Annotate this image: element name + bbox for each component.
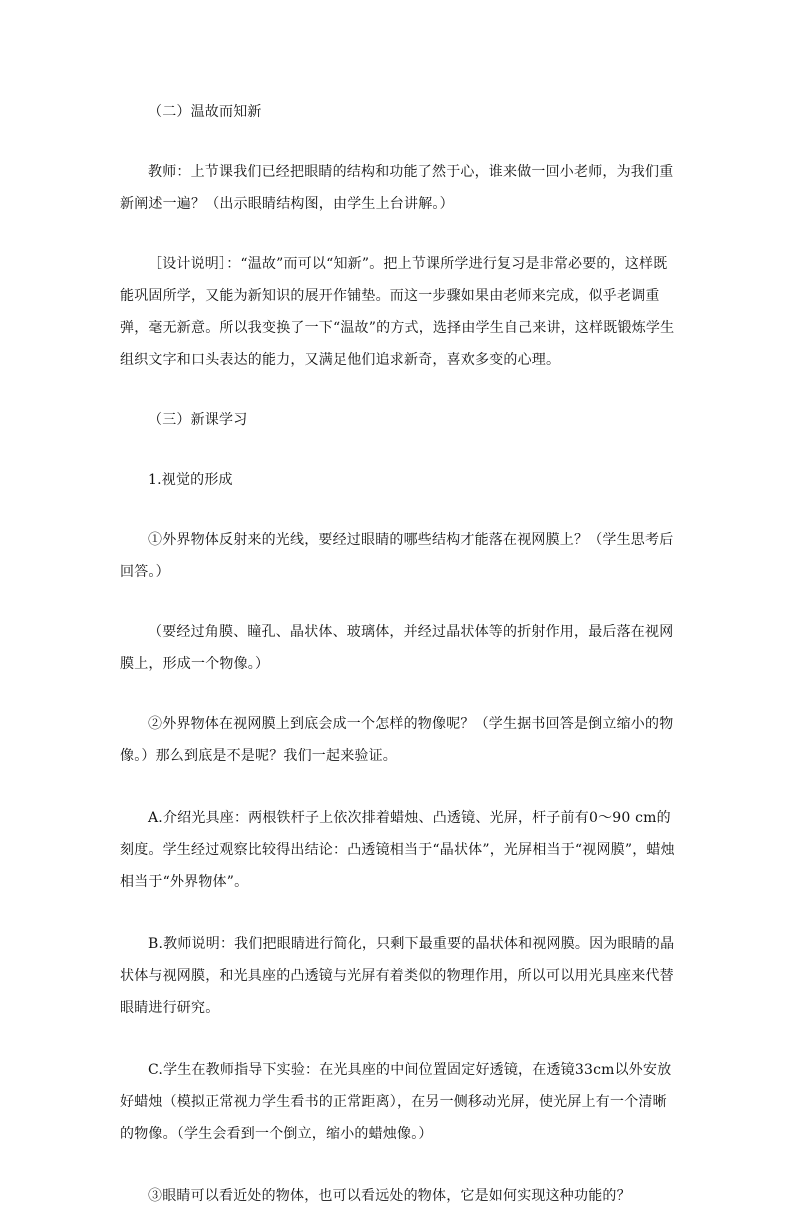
section-heading-review: （二）温故而知新 — [148, 104, 262, 120]
section-heading-new-lesson: （三）新课学习 — [148, 412, 248, 428]
document-body — [120, 96, 680, 1212]
answer-1-paragraph: （要经过角膜、瞳孔、晶状体、玻璃体，并经过晶状体等的折射作用，最后落在视网膜上，形成一个物像。） — [120, 624, 674, 672]
step-b-paragraph: B.教师说明：我们把眼睛进行简化，只剩下最重要的晶状体和视网膜。因为眼睛的晶状体与视网膜，和光具座的凸透镜与光屏有着类似的物理作用，所以可以用光具座来代替眼睛进行研究。 — [120, 936, 675, 1016]
subsection-heading-vision-formation: 1.视觉的形成 — [148, 472, 233, 488]
teacher-review-paragraph: 教师：上节课我们已经把眼睛的结构和功能了然于心，谁来做一回小老师，为我们重新阐述一遍？（出示眼睛结构图，由学生上台讲解。） — [120, 164, 674, 212]
step-c-paragraph: C.学生在教师指导下实验：在光具座的中间位置固定好透镜，在透镜33cm以外安放好蜡烛（模拟正常视力学生看书的正常距离），在另一侧移动光屏，使光屏上有一个清晰的物像。（学生会看到一个倒立，缩小的蜡烛像。） — [120, 1062, 672, 1142]
question-2-paragraph: ②外界物体在视网膜上到底会成一个怎样的物像呢？（学生据书回答是倒立缩小的物像。）那么到底是不是呢？我们一起来验证。 — [120, 716, 674, 764]
question-3-paragraph: ③眼睛可以看近处的物体，也可以看远处的物体，它是如何实现这种功能的？ — [148, 1188, 631, 1204]
step-a-paragraph: A.介绍光具座：两根铁杆子上依次排着蜡烛、凸透镜、光屏，杆子前有0～90 cm的刻度。学生经过观察比较得出结论：凸透镜相当于“晶状体”，光屏相当于“视网膜”，蜡烛相当于“外界物体”。 — [120, 810, 675, 890]
question-1-paragraph: ①外界物体反射来的光线，要经过眼睛的哪些结构才能落在视网膜上？（学生思考后回答。） — [120, 532, 674, 580]
design-note-paragraph: ［设计说明］：“温故”而可以“知新”。把上节课所学进行复习是非常必要的，这样既能巩固所学，又能为新知识的展开作铺垫。而这一步骤如果由老师来完成，似乎老调重弹，毫无新意。所以我变换了一下“温故”的方式，选择由学生自己来讲，这样既锻炼学生组织文字和口头表达的能力，又满足他们追求新奇，喜欢多变的心理。 — [120, 256, 675, 368]
